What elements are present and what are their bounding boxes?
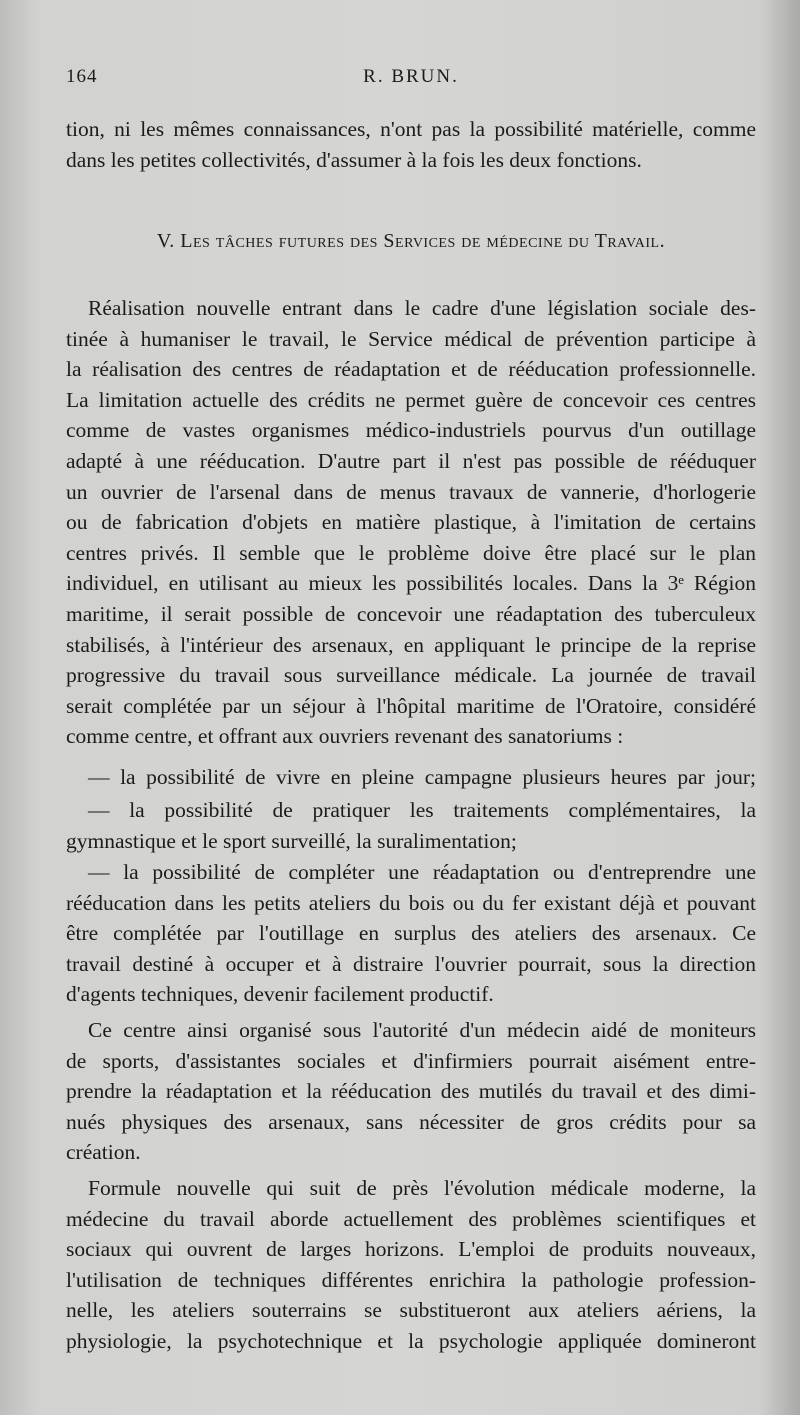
- text-line: La limitation actuelle des crédits ne permet guère de concevoir ces centres: [66, 387, 756, 412]
- paragraph: [66, 1173, 756, 1357]
- paragraph-continuation: [66, 114, 756, 175]
- list-item: [66, 795, 756, 856]
- text-line: d'agents techniques, devenir facilement productif.: [66, 982, 494, 1007]
- text-line: tion, ni les mêmes connaissances, n'ont pas la possibilité matérielle, comme: [66, 117, 756, 141]
- text-line: maritime, il serait possible de concevoir une réadaptation des tuberculeux: [66, 601, 756, 626]
- text-line: Ce centre ainsi organisé sous l'autorité d'un médecin aidé de moniteurs: [88, 1018, 756, 1042]
- text-line: être complétée par l'outillage en surplus des ateliers des arsenaux. Ce: [66, 921, 756, 946]
- text-line: Réalisation nouvelle entrant dans le cadre d'une législation sociale des-: [88, 296, 756, 320]
- text-line: stabilisés, à l'intérieur des arsenaux, en appliquant le principe de la reprise: [66, 632, 756, 657]
- running-head: [66, 66, 756, 94]
- text-line: — la possibilité de vivre en pleine campagne plusieurs heures par jour;: [88, 765, 756, 789]
- text-line: Formule nouvelle qui suit de près l'évolution médicale moderne, la: [88, 1176, 756, 1200]
- running-head-author: R. BRUN.: [363, 66, 459, 87]
- text-line: comme centre, et offrant aux ouvriers revenant des sanatoriums :: [66, 724, 624, 749]
- text-line: gymnastique et le sport surveillé, la suralimentation;: [66, 828, 517, 853]
- page-number: 164: [66, 66, 98, 87]
- text-line: — la possibilité de pratiquer les traitements complémentaires, la: [88, 798, 756, 822]
- text-line: sociaux qui ouvrent de larges horizons. L'emploi de produits nouveaux,: [66, 1237, 756, 1262]
- text-line: ou de fabrication d'objets en matière plastique, à l'imitation de certains: [66, 510, 756, 535]
- text-line: centres privés. Il semble que le problème doive être placé sur le plan: [66, 540, 756, 565]
- text-line: adapté à une rééducation. D'autre part il n'est pas possible de rééduquer: [66, 448, 756, 473]
- text-line: dans les petites collectivités, d'assumer à la fois les deux fonctions.: [66, 147, 642, 172]
- text-line: la réalisation des centres de réadaptation et de rééducation professionnelle.: [66, 357, 756, 382]
- text-line: travail destiné à occuper et à distraire l'ouvrier pourrait, sous la direction: [66, 951, 756, 976]
- text-line: physiologie, la psychotechnique et la psychologie appliquée domineront: [66, 1328, 756, 1353]
- paragraph: [66, 293, 756, 752]
- text-line: nués physiques des arsenaux, sans nécessiter de gros crédits pour sa: [66, 1109, 756, 1134]
- text-line: médecine du travail aborde actuellement des problèmes scientifiques et: [66, 1206, 756, 1231]
- section-heading: V. Les tâches futures des Services de médecine du Travail.: [156, 230, 666, 252]
- paragraph: [66, 1015, 756, 1168]
- text-line: un ouvrier de l'arsenal dans de menus travaux de vannerie, d'horlogerie: [66, 479, 756, 504]
- text-line: de sports, d'assistantes sociales et d'infirmiers pourrait aisément entre-: [66, 1048, 756, 1073]
- text-line: tinée à humaniser le travail, le Service médical de prévention participe à: [66, 326, 756, 351]
- text-line: — la possibilité de compléter une réadaptation ou d'entreprendre une: [88, 860, 756, 884]
- text-line: nelle, les ateliers souterrains se substitueront aux ateliers aériens, la: [66, 1298, 756, 1323]
- text-line: l'utilisation de techniques différentes enrichira la pathologie profession-: [66, 1267, 756, 1292]
- list-item: [66, 857, 756, 1010]
- text-line: serait complétée par un séjour à l'hôpital maritime de l'Oratoire, considéré: [66, 693, 756, 718]
- text-line: prendre la réadaptation et la rééducation des mutilés du travail et des dimi-: [66, 1079, 756, 1104]
- text-line: comme de vastes organismes médico-industriels pourvus d'un outillage: [66, 418, 756, 443]
- text-line: individuel, en utilisant au mieux les possibilités locales. Dans la 3ᵉ Région: [66, 571, 756, 596]
- text-line: création.: [66, 1140, 141, 1165]
- list-item: [66, 762, 756, 793]
- text-line: progressive du travail sous surveillance médicale. La journée de travail: [66, 663, 756, 688]
- text-line: rééducation dans les petits ateliers du bois ou du fer existant déjà et pouvant: [66, 890, 756, 915]
